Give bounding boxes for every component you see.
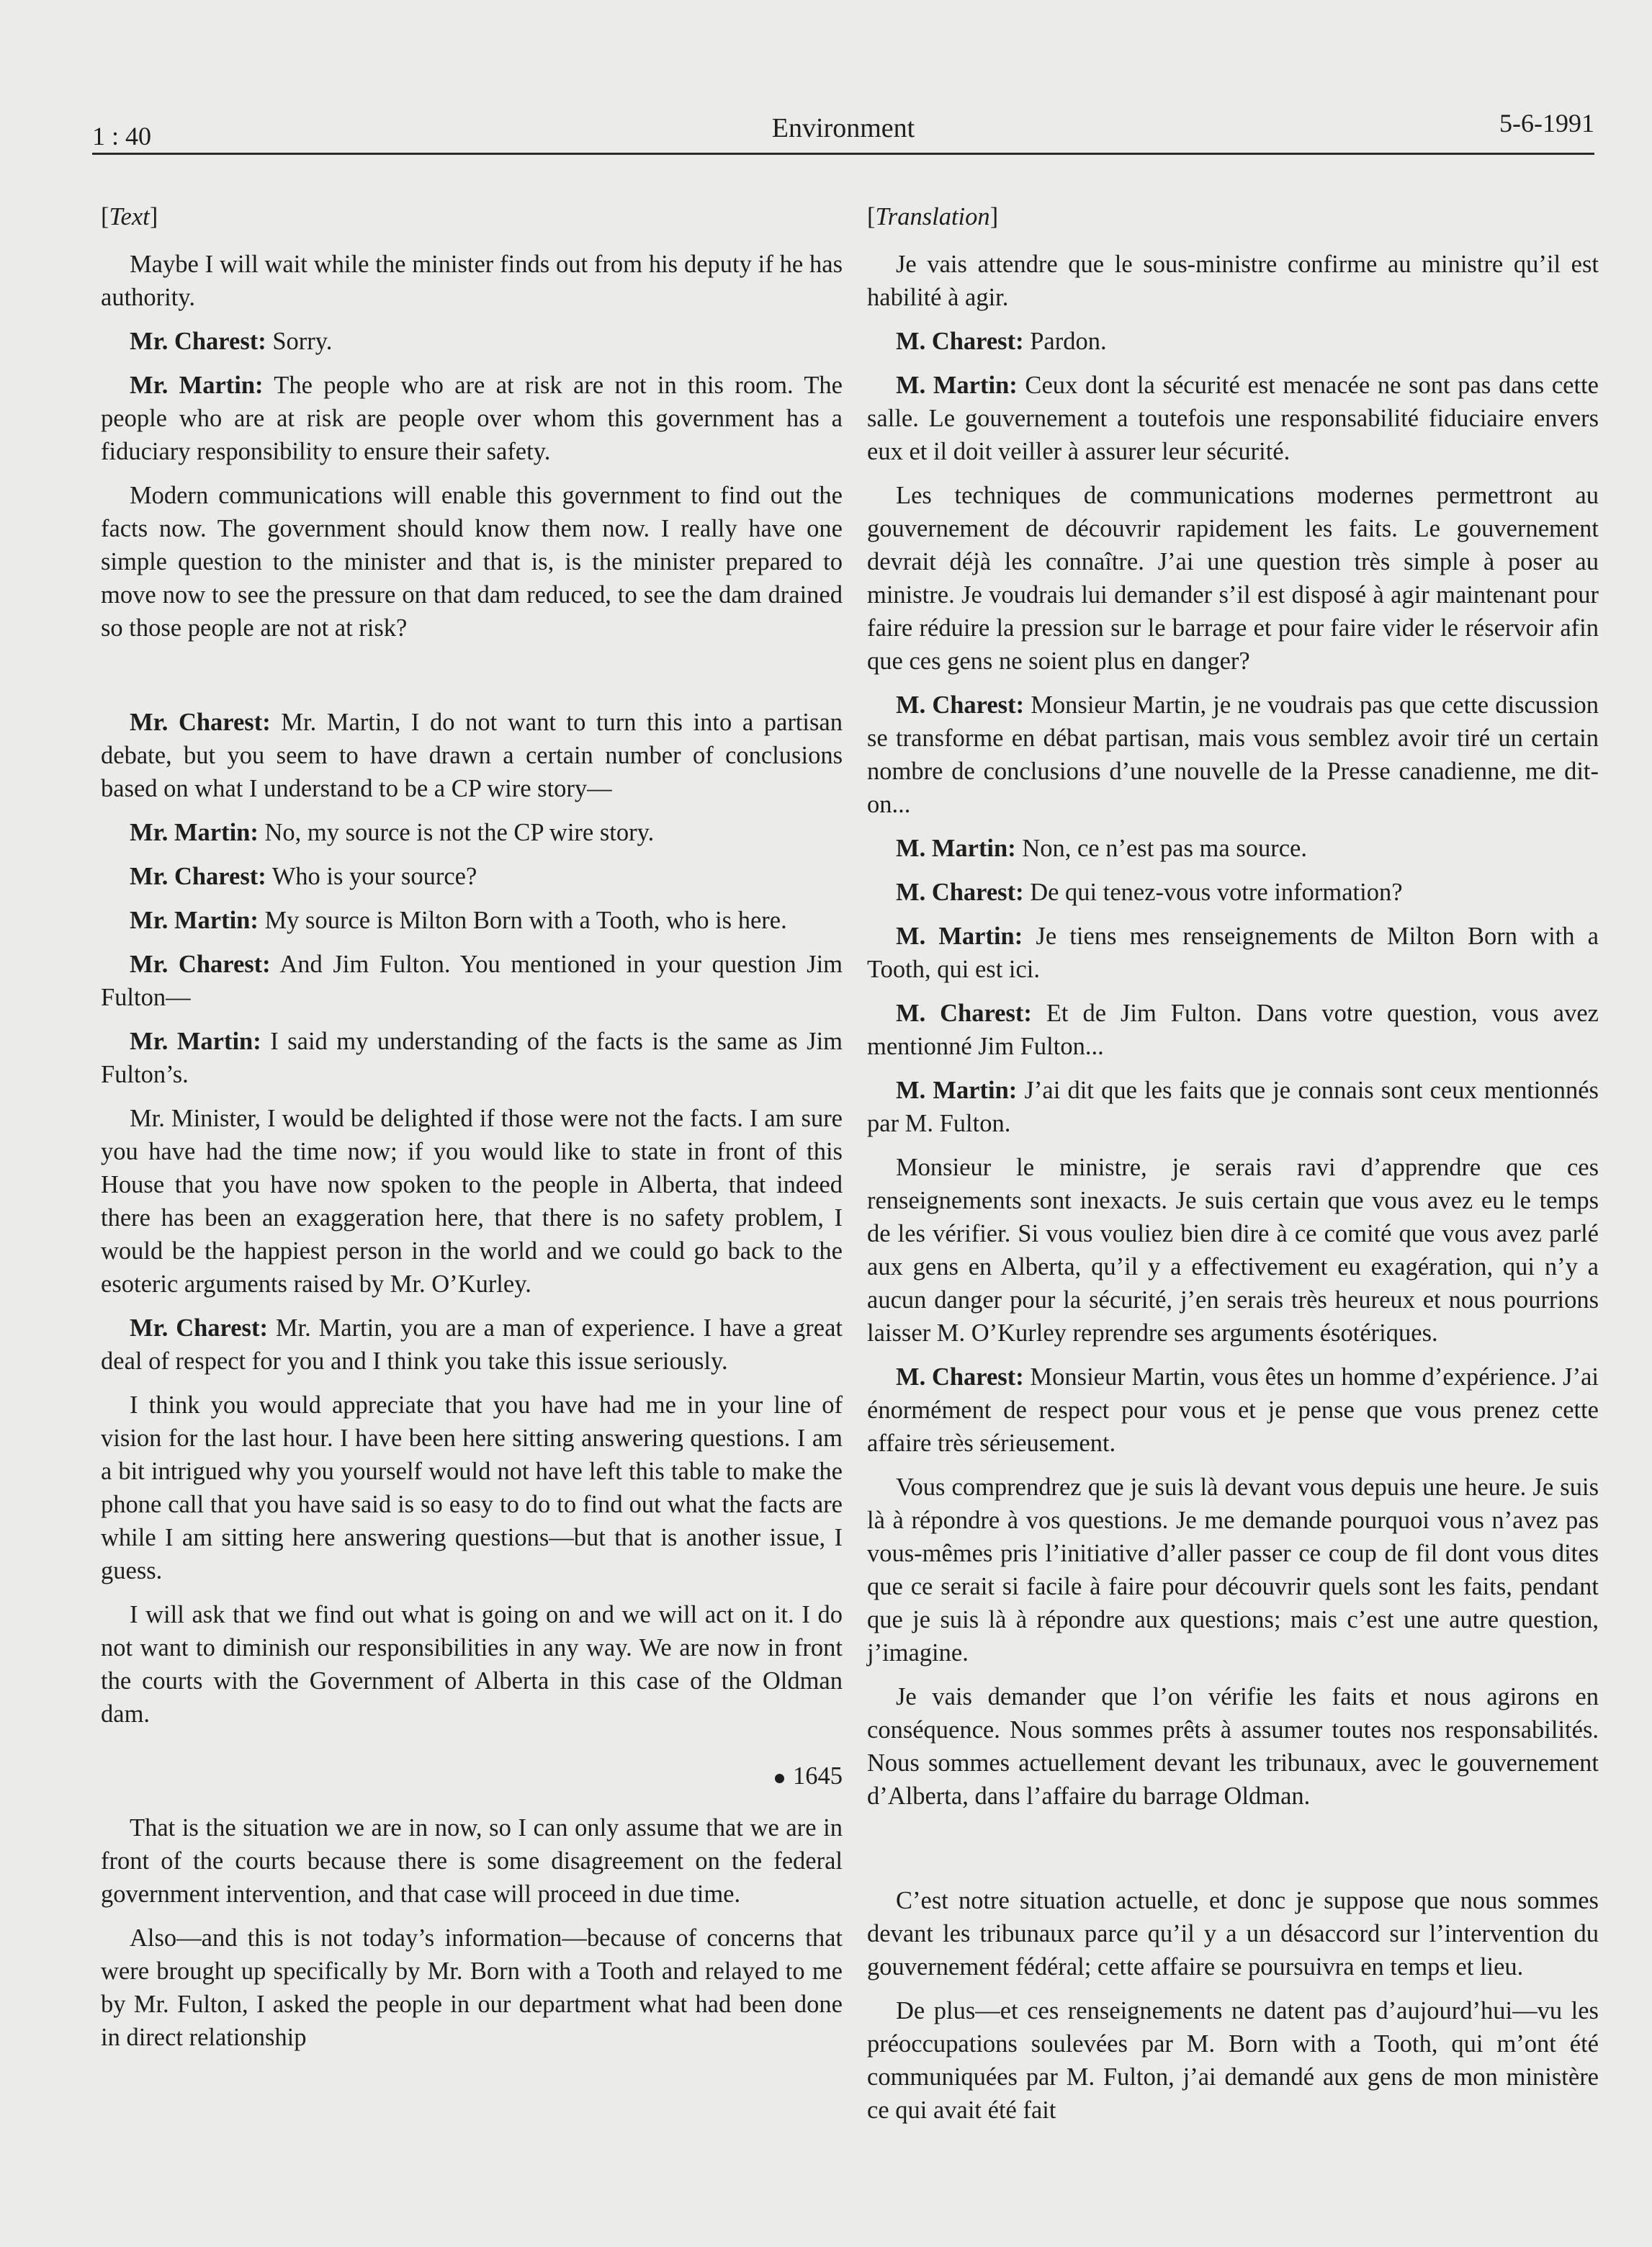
paragraph: M. Martin: Non, ce n’est pas ma source. xyxy=(896,835,1307,862)
paragraph: Mr. Charest: Sorry. xyxy=(130,328,333,355)
paragraph: Les techniques de communications modernes permettront au gouvernement de découvrir rapidement les faits. Le gouvernement devrait déjà les connaître. J’ai une question très simple à poser au ministre. Je voudrais lui demander s’il est disposé à agir maintenant pour faire réduire la pression sur le barrage et pour faire vider le réservoir afin que ces gens ne soient plus en danger? xyxy=(867,482,1599,675)
paragraph: M. Martin: Je tiens mes renseignements de Milton Born with a Tooth, qui est ici. xyxy=(867,923,1599,983)
paragraph: Je vais demander que l’on vérifie les faits et nous agirons en conséquence. Nous sommes prêts à assumer toutes nos responsabilités. Nous sommes actuellement devant les tribunaux, avec le gouvernement d’Alberta, dans l’affaire du barrage Oldman. xyxy=(867,1683,1599,1810)
paragraph: De plus—et ces renseignements ne datent pas d’aujourd’hui—vu les préoccupations soulevées par M. Born with a Tooth, qui m’ont été communiquées par M. Fulton, j’ai demandé aux gens de mon ministère ce qui avait été fait xyxy=(867,1997,1599,2124)
paragraph: Mr. Minister, I would be delighted if those were not the facts. I am sure you have had the time now; if you would like to state in front of this House that you have now spoken to the people in Alberta, that indeed there has been an exaggeration here, that there is no safety problem, I would be the happiest person in the world and we could go back to the esoteric arguments raised by Mr. O’Kurley. xyxy=(101,1105,843,1298)
paragraph: I think you would appreciate that you have had me in your line of vision for the last hour. I have been here sitting answering questions. I am a bit intrigued why you yourself would not have left this table to make the phone call that you have said is so easy to do to find out what the facts are while I am sitting here answering questions—but that is another issue, I guess. xyxy=(101,1391,843,1584)
paragraph: Modern communications will enable this government to find out the facts now. The government should know them now. I really have one simple question to the minister and that is, is the minister prepared to move now to see the pressure on that dam reduced, to see the dam drained so those people are not at risk? xyxy=(101,482,843,642)
paragraph: M. Charest: Pardon. xyxy=(896,328,1107,355)
paragraph: Je vais attendre que le sous-ministre confirme au ministre qu’il est habilité à agir. xyxy=(867,251,1599,311)
paragraph: Also—and this is not today’s information—because of concerns that were brought up specifically by Mr. Born with a Tooth and relayed to me by Mr. Fulton, I asked the people in our department what had been done in direct relationship xyxy=(101,1924,843,2051)
paragraph: M. Martin: Ceux dont la sécurité est menacée ne sont pas dans cette salle. Le gouvernement a toutefois une responsabilité fiduciaire envers eux et il doit veiller à assurer leur sécurité. xyxy=(867,372,1599,465)
paragraph: C’est notre situation actuelle, et donc je suppose que nous sommes devant les tribunaux parce qu’il y a un désaccord sur l’intervention du gouvernement fédéral; cette affaire se poursuivra en temps et lieu. xyxy=(867,1887,1599,1981)
paragraph: Maybe I will wait while the minister finds out from his deputy if he has authority. xyxy=(101,251,843,311)
paragraph: M. Charest: De qui tenez-vous votre information? xyxy=(896,879,1403,906)
paragraph: M. Charest: Monsieur Martin, je ne voudrais pas que cette discussion se transforme en débat partisan, mais vous semblez avoir tiré un certain nombre de conclusions d’une nouvelle de la Presse canadienne, me dit-on... xyxy=(867,691,1599,818)
paragraph: Mr. Martin: The people who are at risk are not in this room. The people who are at risk are people over whom this government has a fiduciary responsibility to ensure their safety. xyxy=(101,372,843,465)
paragraph: Mr. Martin: No, my source is not the CP wire story. xyxy=(130,819,655,846)
paragraph: Mr. Charest: Mr. Martin, I do not want to turn this into a partisan debate, but you seem to have drawn a certain number of conclusions based on what I understand to be a CP wire story— xyxy=(101,709,843,802)
column-tag: [Text] xyxy=(101,203,158,230)
section-title: Environment xyxy=(771,113,915,143)
paragraph: Monsieur le ministre, je serais ravi d’apprendre que ces renseignements sont inexacts. Je suis certain que vous avez eu le temps de les vérifier. Si vous vouliez bien dire à ce comité que vous avez parlé aux gens en Alberta, qu’il y a effectivement eu exagération, qui n’y a aucun danger pour la sécurité, j’en serais très heureux et nous pourrions laisser M. O’Kurley reprendre ses arguments ésotériques. xyxy=(867,1154,1599,1347)
paragraph: That is the situation we are in now, so I can only assume that we are in front of the courts because there is some disagreement on the federal government intervention, and that case will proceed in due time. xyxy=(101,1814,843,1908)
paragraph: M. Charest: Et de Jim Fulton. Dans votre question, vous avez mentionné Jim Fulton... xyxy=(867,1000,1599,1060)
time-stamp: 1645 xyxy=(101,1759,843,1793)
paragraph: Mr. Charest: Who is your source? xyxy=(130,863,477,890)
bullet-icon xyxy=(775,1774,784,1783)
paragraph: Mr. Charest: Mr. Martin, you are a man of experience. I have a great deal of respect for you and I think you take this issue seriously. xyxy=(101,1314,843,1375)
paragraph: Vous comprendrez que je suis là devant vous depuis une heure. Je suis là à répondre à vos questions. Je me demande pourquoi vous n’avez pas vous-mêmes pris l’initiative d’aller passer ce coup de fil dont vous dites que ce serait si facile à faire pour découvrir quels sont les faits, pendant que je suis là à répondre aux questions; mais c’est une autre question, j’imagine. xyxy=(867,1474,1599,1667)
paragraph: Mr. Martin: My source is Milton Born with a Tooth, who is here. xyxy=(130,907,787,934)
english-column xyxy=(101,194,843,2065)
session-date: 5-6-1991 xyxy=(1499,109,1594,138)
french-column xyxy=(867,194,1599,2138)
paragraph: M. Charest: Monsieur Martin, vous êtes un homme d’expérience. J’ai énormément de respect pour vous et je pense que vous prenez cette affaire très sérieusement. xyxy=(867,1363,1599,1457)
paragraph: Mr. Charest: And Jim Fulton. You mentioned in your question Jim Fulton— xyxy=(101,951,843,1011)
paragraph: M. Martin: J’ai dit que les faits que je connais sont ceux mentionnés par M. Fulton. xyxy=(867,1077,1599,1137)
paragraph: I will ask that we find out what is going on and we will act on it. I do not want to diminish our responsibilities in any way. We are now in front the courts with the Government of Alberta in this case of the Oldman dam. xyxy=(101,1601,843,1728)
column-tag: [Translation] xyxy=(867,203,999,230)
page-number: 1 : 40 xyxy=(92,122,152,151)
page-header xyxy=(92,108,1594,155)
paragraph: Mr. Martin: I said my understanding of the facts is the same as Jim Fulton’s. xyxy=(101,1028,843,1088)
